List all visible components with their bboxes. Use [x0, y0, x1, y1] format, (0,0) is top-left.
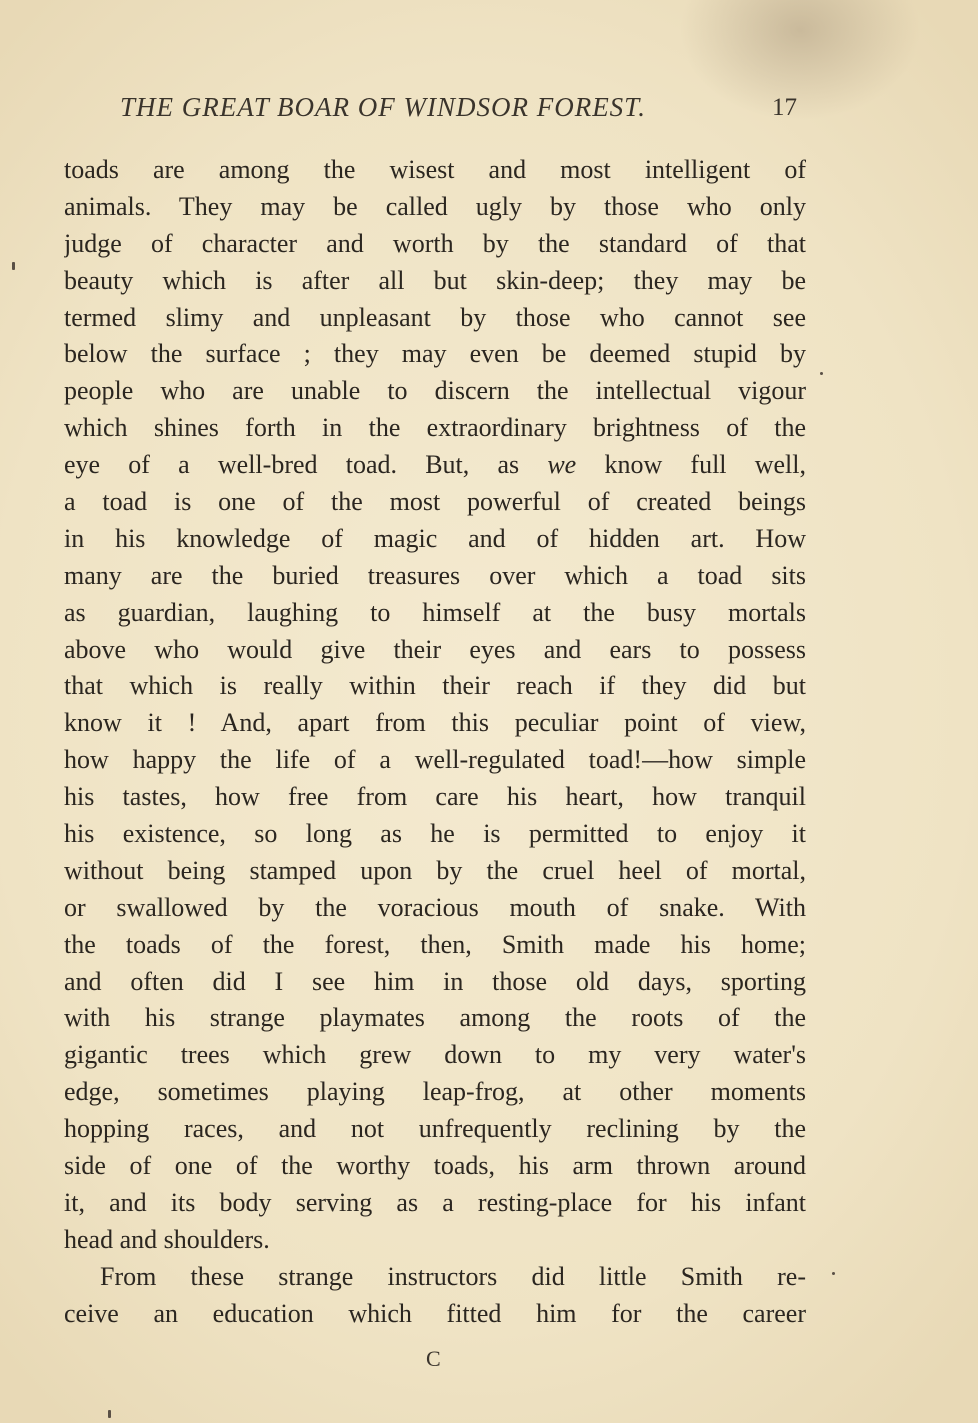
text-line: the toads of the forest, then, Smith made his home; [64, 929, 806, 959]
text-line: head and shoulders. [64, 1224, 270, 1254]
text-line: a toad is one of the most powerful of created beings [64, 487, 806, 517]
text-line: without being stamped upon by the cruel heel of mortal, [64, 855, 806, 885]
text-line: his tastes, how free from care his heart, how tranquil [64, 782, 806, 812]
text-line: gigantic trees which grew down to my very water's [64, 1040, 806, 1070]
text-line: edge, sometimes playing leap-frog, at other moments [64, 1077, 806, 1107]
text-line: with his strange playmates among the roots of the [64, 1003, 806, 1033]
text-line: his existence, so long as he is permitted to enjoy it [64, 819, 806, 849]
text-line: that which is really within their reach if they did but [64, 671, 806, 701]
text-line: it, and its body serving as a resting-place for his infant [64, 1187, 806, 1217]
text-line: how happy the life of a well-regulated toad!—how simple [64, 745, 806, 775]
text-line: animals. They may be called ugly by those who only [64, 191, 806, 221]
text-line: in his knowledge of magic and of hidden art. How [64, 523, 806, 553]
text-line: which shines forth in the extraordinary brightness of the [64, 413, 806, 443]
text-line: From these strange instructors did little Smith re- [100, 1261, 806, 1291]
text-line: people who are unable to discern the intellectual vigour [64, 376, 806, 406]
print-speck [12, 262, 15, 270]
text-line: and often did I see him in those old days, sporting [64, 966, 806, 996]
text-line: toads are among the wisest and most intelligent of [64, 155, 806, 184]
running-head: THE GREAT BOAR OF WINDSOR FOREST. [120, 92, 646, 122]
text-line: or swallowed by the voracious mouth of snake. With [64, 892, 806, 922]
text-line: below the surface ; they may even be deemed stupid by [64, 339, 806, 369]
print-speck [820, 372, 823, 375]
text-line: judge of character and worth by the standard of that [64, 228, 806, 258]
print-speck [832, 1272, 835, 1275]
text-line: hopping races, and not unfrequently reclining by the [64, 1114, 806, 1144]
text-line: many are the buried treasures over which a toad sits [64, 560, 806, 590]
page-number: 17 [772, 94, 797, 121]
text-line: ceive an education which fitted him for the career [64, 1298, 806, 1328]
text-line: beauty which is after all but skin-deep; they may be [64, 265, 806, 295]
signature-mark: C [426, 1346, 441, 1371]
text-line: know it ! And, apart from this peculiar point of view, [64, 708, 806, 738]
text-line: side of one of the worthy toads, his arm thrown around [64, 1151, 806, 1181]
print-speck [108, 1410, 111, 1418]
text-line: as guardian, laughing to himself at the busy mortals [64, 597, 806, 627]
text-line: termed slimy and unpleasant by those who cannot see [64, 302, 806, 332]
text-line: eye of a well-bred toad. But, as we know full well, [64, 450, 806, 480]
emphasis: we [547, 450, 577, 480]
text-line: above who would give their eyes and ears to possess [64, 634, 806, 664]
body-text [64, 152, 806, 1333]
